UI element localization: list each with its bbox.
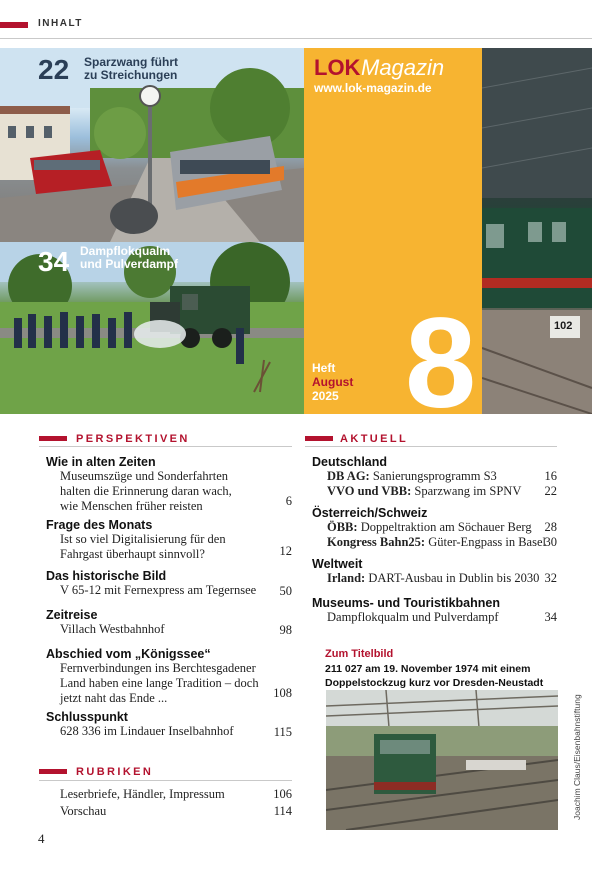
toc-entry[interactable] <box>46 710 292 739</box>
toc-entry-heading: Das historische Bild <box>46 569 167 583</box>
toc-entry-label: VVO und VBB: <box>327 484 412 498</box>
toc-line: Ist so viel Digitalisierung für den <box>60 532 226 546</box>
photo-e-lok <box>482 48 592 414</box>
section-divider <box>39 780 292 781</box>
story-teaser-line2: und Pulverdampf <box>80 257 179 271</box>
toc-entry[interactable] <box>46 569 292 598</box>
toc-entry-label: ÖBB: <box>327 520 358 534</box>
section-marker <box>39 769 67 774</box>
locomotive-number-plate: 102 <box>554 320 573 332</box>
toc-entry-text <box>46 661 292 706</box>
cover-photo-illustration <box>326 690 558 830</box>
toc-line: Museumszüge und Sonderfahrten <box>60 469 229 483</box>
page-number: 4 <box>38 831 45 846</box>
toc-entry-text: Sanierungsprogramm S3 <box>372 469 497 483</box>
toc-group <box>312 557 557 586</box>
photo-credit: Joachim Claus/Eisenbahnstiftung <box>572 694 582 820</box>
issue-month: August <box>312 375 354 389</box>
electric-locomotive-illustration <box>482 48 592 414</box>
toc-line: Land haben eine lange Tradition – doch <box>60 676 259 690</box>
section-title-perspektiven: PERSPEKTIVEN <box>76 433 190 445</box>
toc-entry[interactable] <box>312 571 557 586</box>
story-teaser-line1: Dampflokqualm <box>80 244 171 258</box>
toc-group-heading: Deutschland <box>312 455 388 469</box>
section-divider <box>305 446 557 447</box>
toc-line: 628 336 im Lindauer Inselbahnhof <box>60 724 234 738</box>
toc-page-number: 114 <box>273 804 292 818</box>
toc-entry[interactable] <box>60 787 292 802</box>
section-marker <box>39 436 67 441</box>
toc-entry-text <box>46 724 292 739</box>
toc-line: halten die Erinnerung daran wach, <box>60 484 232 498</box>
toc-entry-text <box>46 622 292 637</box>
toc-entry-text <box>46 532 292 562</box>
toc-page-number: 115 <box>273 725 292 739</box>
page-header-label: INHALT <box>38 18 83 29</box>
toc-group <box>312 596 557 625</box>
toc-entry[interactable] <box>312 610 557 625</box>
cover-caption-text <box>325 662 565 690</box>
toc-entry[interactable] <box>46 518 292 562</box>
toc-entry-text: Sparzwang im SPNV <box>414 484 522 498</box>
cover-thumbnail <box>326 690 558 830</box>
issue-year: 2025 <box>312 389 339 403</box>
cover-caption-heading: Zum Titelbild <box>325 648 394 660</box>
story-teaser-line2: zu Streichungen <box>84 68 178 82</box>
toc-page-number: 22 <box>544 484 557 498</box>
toc-entry-text: Güter-Engpass in Basel <box>428 535 546 549</box>
toc-entry-label: Kongress Bahn25: <box>327 535 426 549</box>
toc-group-heading: Österreich/Schweiz <box>312 506 428 520</box>
toc-entry[interactable] <box>312 520 557 535</box>
toc-entry-text <box>46 583 292 598</box>
toc-page-number: 106 <box>273 787 292 801</box>
website-url: www.lok-magazin.de <box>314 81 432 95</box>
section-title-aktuell: AKTUELL <box>340 433 409 445</box>
photo-dampflok <box>0 242 304 414</box>
toc-entry-text: Leserbriefe, Händler, Impressum <box>60 787 225 801</box>
toc-page-number: 12 <box>279 544 292 558</box>
toc-entry[interactable] <box>312 535 557 550</box>
toc-entry[interactable] <box>312 469 557 484</box>
logo-lok: LOK <box>314 55 361 80</box>
toc-entry[interactable] <box>46 647 292 706</box>
issue-heft: Heft <box>312 361 336 375</box>
toc-page-number: 32 <box>544 571 557 585</box>
toc-line: Fernverbindungen ins Berchtesgadener <box>60 661 256 675</box>
toc-line: Villach Westbahnhof <box>60 622 165 636</box>
toc-entry-text: Dampflokqualm und Pulverdampf <box>327 610 499 624</box>
toc-page-number: 50 <box>279 584 292 598</box>
toc-entry-text: DART-Ausbau in Dublin bis 2030 <box>368 571 540 585</box>
section-title-rubriken: RUBRIKEN <box>76 766 154 778</box>
section-marker <box>0 22 28 28</box>
toc-entry[interactable] <box>46 455 292 514</box>
toc-page-number: 98 <box>279 623 292 637</box>
toc-entry-text: Doppeltraktion am Söchauer Berg <box>360 520 532 534</box>
toc-group <box>312 455 557 499</box>
toc-entry-text: Vorschau <box>60 804 107 818</box>
story-teaser-line1: Sparzwang führt <box>84 55 179 69</box>
toc-page-number: 34 <box>544 610 557 624</box>
section-marker <box>305 436 333 441</box>
toc-line: Fahrgast überhaupt sinnvoll? <box>60 547 205 561</box>
toc-line: V 65-12 mit Fernexpress am Tegernsee <box>60 583 257 597</box>
logo-magazin: Magazin <box>361 55 445 80</box>
story-page-number: 22 <box>38 54 70 85</box>
issue-number: 8 <box>405 292 477 435</box>
section-divider <box>39 446 292 447</box>
toc-page-number: 16 <box>544 469 557 483</box>
toc-entry-heading: Frage des Monats <box>46 518 153 532</box>
header-divider <box>0 38 592 39</box>
toc-entry-heading: Abschied vom „Königssee“ <box>46 647 211 661</box>
cover-caption-line: 211 027 am 19. November 1974 mit einem <box>325 663 531 675</box>
toc-entry-heading: Zeitreise <box>46 608 98 622</box>
toc-line: jetzt naht das Ende ... <box>60 691 168 705</box>
toc-entry-text <box>46 469 292 514</box>
toc-group-heading: Museums- und Touristikbahnen <box>312 596 500 610</box>
toc-entry[interactable] <box>60 804 292 819</box>
toc-page-number: 108 <box>273 686 292 700</box>
toc-group-heading: Weltweit <box>312 557 363 571</box>
toc-entry[interactable] <box>312 484 557 499</box>
toc-entry-label: DB AG: <box>327 469 370 483</box>
story-page-number: 34 <box>38 246 70 277</box>
toc-line: wie Menschen früher reisten <box>60 499 203 513</box>
toc-entry[interactable] <box>46 608 292 637</box>
toc-page-number: 30 <box>544 535 557 549</box>
toc-entry-label: Irland: <box>327 571 366 585</box>
toc-page-number: 6 <box>285 494 292 508</box>
toc-entry-heading: Wie in alten Zeiten <box>46 455 156 469</box>
photo-sparzwang <box>0 48 304 242</box>
toc-page-number: 28 <box>544 520 557 534</box>
cover-caption-line: Doppelstockzug kurz vor Dresden-Neustadt <box>325 677 544 689</box>
toc-entry-heading: Schlusspunkt <box>46 710 128 724</box>
issue-info <box>312 361 353 403</box>
toc-group <box>312 506 557 550</box>
